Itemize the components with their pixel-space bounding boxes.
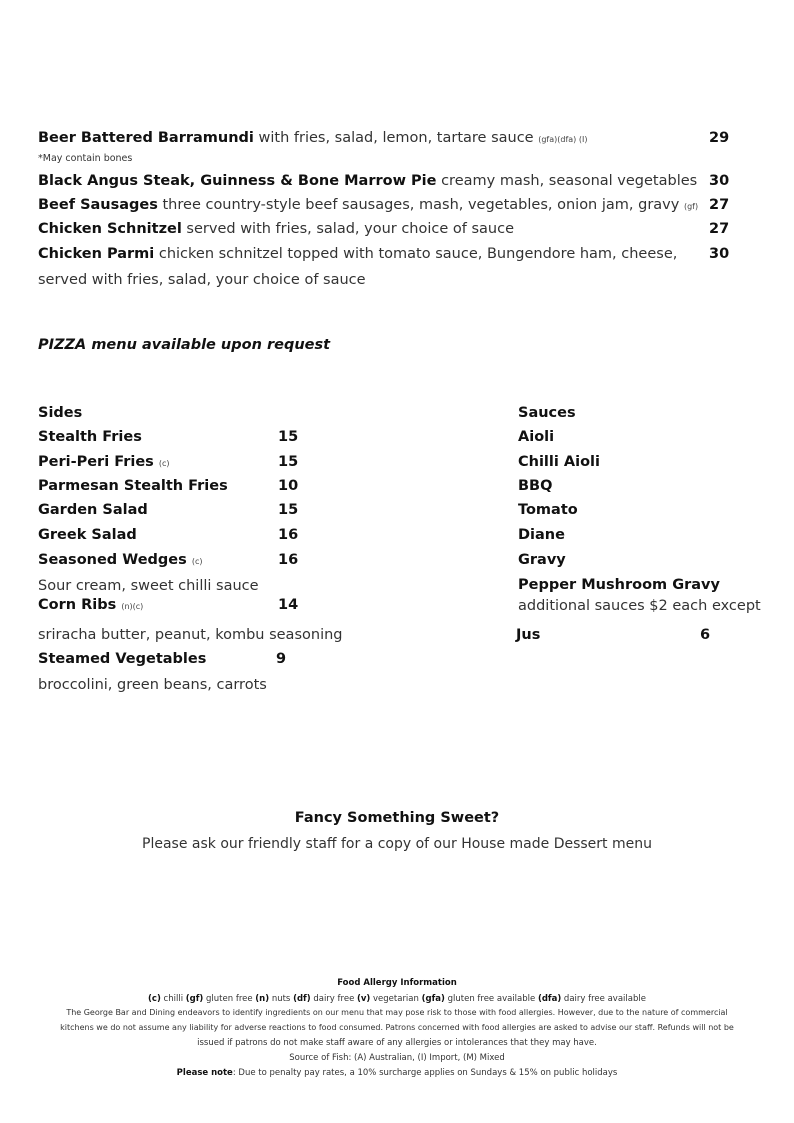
allergy-title: [0, 976, 794, 991]
sauces-note: additional sauces $2 each except: [518, 598, 761, 614]
item-name: Beer Battered Barramundi: [38, 130, 254, 146]
legend-label: nuts: [269, 994, 294, 1004]
sauce-item: Diane: [518, 527, 565, 543]
item-description: with fries, salad, lemon, tartare sauce: [253, 130, 539, 146]
sides-heading: Sides: [38, 405, 83, 421]
sauce-item: Pepper Mushroom Gravy: [518, 577, 720, 593]
side-item-description: broccolini, green beans, carrots: [38, 677, 267, 693]
side-item-name: Corn Ribs: [38, 597, 117, 613]
item-price: 30: [709, 173, 730, 189]
sauce-item: BBQ: [518, 478, 553, 494]
sauce-jus-price: 6: [700, 627, 711, 643]
side-item-price: 16: [278, 527, 299, 543]
menu-item-barramundi: [38, 130, 587, 146]
item-description: chicken schnitzel topped with tomato sauce, Bungendore ham, cheese,: [154, 246, 678, 262]
item-tags: (gf): [683, 202, 699, 211]
item-name: Chicken Schnitzel: [38, 221, 182, 237]
side-item-tags: (c): [158, 459, 170, 468]
item-name: Beef Sausages: [38, 197, 158, 213]
pizza-note: PIZZA menu available upon request: [38, 337, 331, 353]
side-item-wedges: [38, 552, 202, 568]
allergy-disclaimer-line-3: issued if patrons do not make staff aware of any allergies or intolerances that they may have.: [197, 1038, 597, 1048]
sauces-heading: Sauces: [518, 405, 576, 421]
side-item-price: 15: [278, 502, 299, 518]
allergy-title-text: Food Allergy Information: [337, 978, 457, 988]
legend-code: (dfa): [537, 994, 562, 1004]
legend-code: (gfa): [421, 994, 445, 1004]
legend-code: (c): [148, 994, 161, 1004]
legend-label: gluten free available: [444, 994, 538, 1004]
sauce-item: Gravy: [518, 552, 566, 568]
legend-label: gluten free: [203, 994, 256, 1004]
sauce-item: Chilli Aioli: [518, 454, 600, 470]
side-item-description: Sour cream, sweet chilli sauce: [38, 578, 259, 594]
side-item-name: Parmesan Stealth Fries: [38, 478, 228, 494]
legend-code: (v): [357, 994, 371, 1004]
dessert-title: Fancy Something Sweet?: [294, 810, 500, 826]
side-item-name: Garden Salad: [38, 502, 148, 518]
item-price: 27: [709, 221, 730, 237]
item-price: 30: [709, 246, 730, 262]
sauce-jus: Jus: [516, 627, 541, 643]
item-price: 27: [709, 197, 730, 213]
legend-label: dairy free available: [561, 994, 646, 1004]
item-price: 29: [709, 130, 730, 146]
allergy-disclaimer-line-1: The George Bar and Dining endeavors to identify ingredients on our menu that may pose risk to those with food allergies. However, due to the nature of commercial: [66, 1008, 728, 1017]
item-description-continued: served with fries, salad, your choice of sauce: [38, 272, 366, 288]
side-item-price: 14: [278, 597, 299, 613]
side-item-price: 10: [278, 478, 299, 494]
side-item-price: 15: [278, 429, 299, 445]
side-item-name: Peri-Peri Fries: [38, 454, 154, 470]
side-item-name: Greek Salad: [38, 527, 137, 543]
item-tags: (gfa)(dfa) (I): [538, 135, 588, 144]
surcharge-note: [0, 1066, 794, 1081]
allergy-disclaimer-line-2: kitchens we do not assume any liability for adverse reactions to food consumed. Patrons concerned with food allergies are asked to advise our staff. Refunds will not be: [60, 1023, 734, 1032]
legend-label: vegetarian: [370, 994, 422, 1004]
fish-source: Source of Fish: (A) Australian, (I) Import, (M) Mixed: [289, 1053, 505, 1063]
side-item-tags: (n)(c): [121, 602, 144, 611]
side-item-price: 16: [278, 552, 299, 568]
legend-label: chilli: [160, 994, 186, 1004]
side-item-name: Stealth Fries: [38, 429, 142, 445]
side-item-description: sriracha butter, peanut, kombu seasoning: [38, 627, 343, 643]
legend-code: (n): [255, 994, 270, 1004]
item-description: three country-style beef sausages, mash, vegetables, onion jam, gravy: [157, 197, 684, 213]
side-item-peri-peri: [38, 454, 170, 470]
surcharge-label: Please note: [176, 1068, 233, 1078]
side-item-name: Steamed Vegetables: [38, 651, 207, 667]
side-item-tags: (c): [191, 557, 203, 566]
menu-item-beef-sausages: [38, 197, 698, 213]
sauce-item: Tomato: [518, 502, 578, 518]
sauce-item: Aioli: [518, 429, 555, 445]
menu-item-chicken-schnitzel: [38, 221, 514, 237]
legend-code: (gf): [185, 994, 204, 1004]
menu-item-chicken-parmi: [38, 246, 677, 262]
dessert-text: Please ask our friendly staff for a copy of our House made Dessert menu: [142, 836, 652, 852]
side-item-name: Seasoned Wedges: [38, 552, 187, 568]
side-item-price: 9: [276, 651, 287, 667]
side-item-corn-ribs: [38, 597, 143, 613]
item-name: Chicken Parmi: [38, 246, 155, 262]
surcharge-text: : Due to penalty pay rates, a 10% surcharge applies on Sundays & 15% on public holidays: [232, 1068, 618, 1078]
side-item-price: 15: [278, 454, 299, 470]
item-description: served with fries, salad, your choice of sauce: [181, 221, 515, 237]
item-name: Black Angus Steak, Guinness & Bone Marrow Pie: [38, 173, 437, 189]
menu-item-steak-pie: [38, 173, 697, 189]
item-note: *May contain bones: [38, 153, 133, 164]
legend-label: dairy free: [310, 994, 357, 1004]
legend-code: (df): [293, 994, 311, 1004]
allergy-legend: [0, 992, 794, 1007]
item-description: creamy mash, seasonal vegetables: [436, 173, 698, 189]
